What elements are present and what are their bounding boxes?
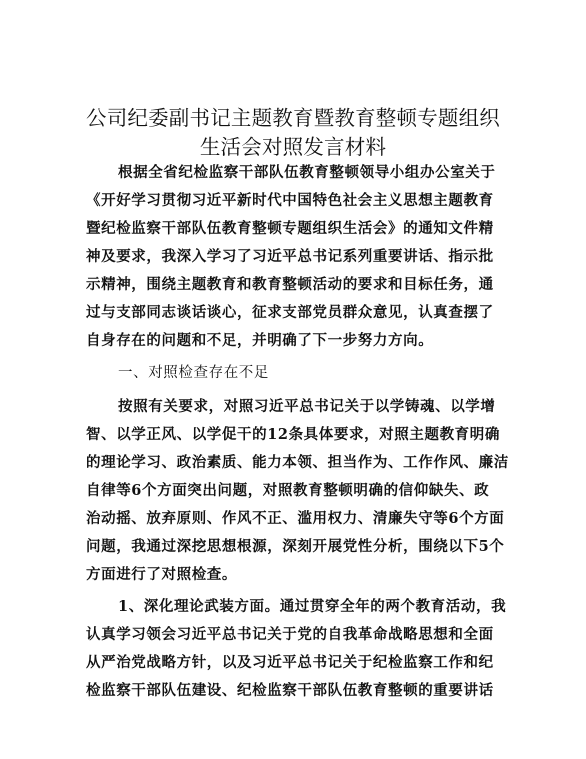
body-line: 智、以学正风、以学促干的12条具体要求，对照主题教育明确 bbox=[86, 426, 500, 443]
body-line: 过与支部同志谈话谈心，征求支部党员群众意见，认真查摆了 bbox=[86, 304, 494, 321]
body-line: 暨纪检监察干部队伍教育整顿专题组织生活会》的通知文件精 bbox=[86, 220, 494, 237]
body-line: 认真学习领会习近平总书记关于党的自我革命战略思想和全面 bbox=[86, 626, 494, 643]
body-line: 检监察干部队伍建设、纪检监察干部队伍教育整顿的重要讲话 bbox=[86, 682, 494, 699]
body-line: 的理论学习、政治素质、能力本领、担当作为、工作作风、廉洁 bbox=[86, 454, 509, 471]
document-title-line-1: 公司纪委副书记主题教育暨教育整顿专题组织 bbox=[86, 106, 500, 130]
body-line: 方面进行了对照检查。 bbox=[86, 566, 237, 583]
body-line: 自律等6个方面突出问题，对照教育整顿明确的信仰缺失、政 bbox=[86, 482, 490, 499]
body-line: 问题，我通过深挖思想根源，深刻开展党性分析，围绕以下5个 bbox=[86, 538, 505, 555]
body-line: 1、深化理论武装方面。通过贯穿全年的两个教育活动，我 bbox=[118, 598, 507, 615]
body-line: 按照有关要求，对照习近平总书记关于以学铸魂、以学增 bbox=[118, 398, 496, 415]
body-line: 从严治党战略方针，以及习近平总书记关于纪检监察工作和纪 bbox=[86, 654, 494, 671]
body-line: 自身存在的问题和不足，并明确了下一步努力方向。 bbox=[86, 332, 434, 349]
body-line: 根据全省纪检监察干部队伍教育整顿领导小组办公室关于 bbox=[118, 164, 496, 181]
body-line: 示精神，围绕主题教育和教育整顿活动的要求和目标任务，通 bbox=[86, 276, 494, 293]
document-title-line-2: 生活会对照发言材料 bbox=[199, 135, 387, 159]
body-line: 神及要求，我深入学习了习近平总书记系列重要讲话、指示批 bbox=[86, 248, 494, 265]
section-heading: 一、对照检查存在不足 bbox=[118, 365, 269, 381]
body-line: 《开好学习贯彻习近平新时代中国特色社会主义思想主题教育 bbox=[86, 192, 494, 209]
body-line: 治动摇、放弃原则、作风不正、滥用权力、清廉失守等6个方面 bbox=[86, 510, 505, 527]
